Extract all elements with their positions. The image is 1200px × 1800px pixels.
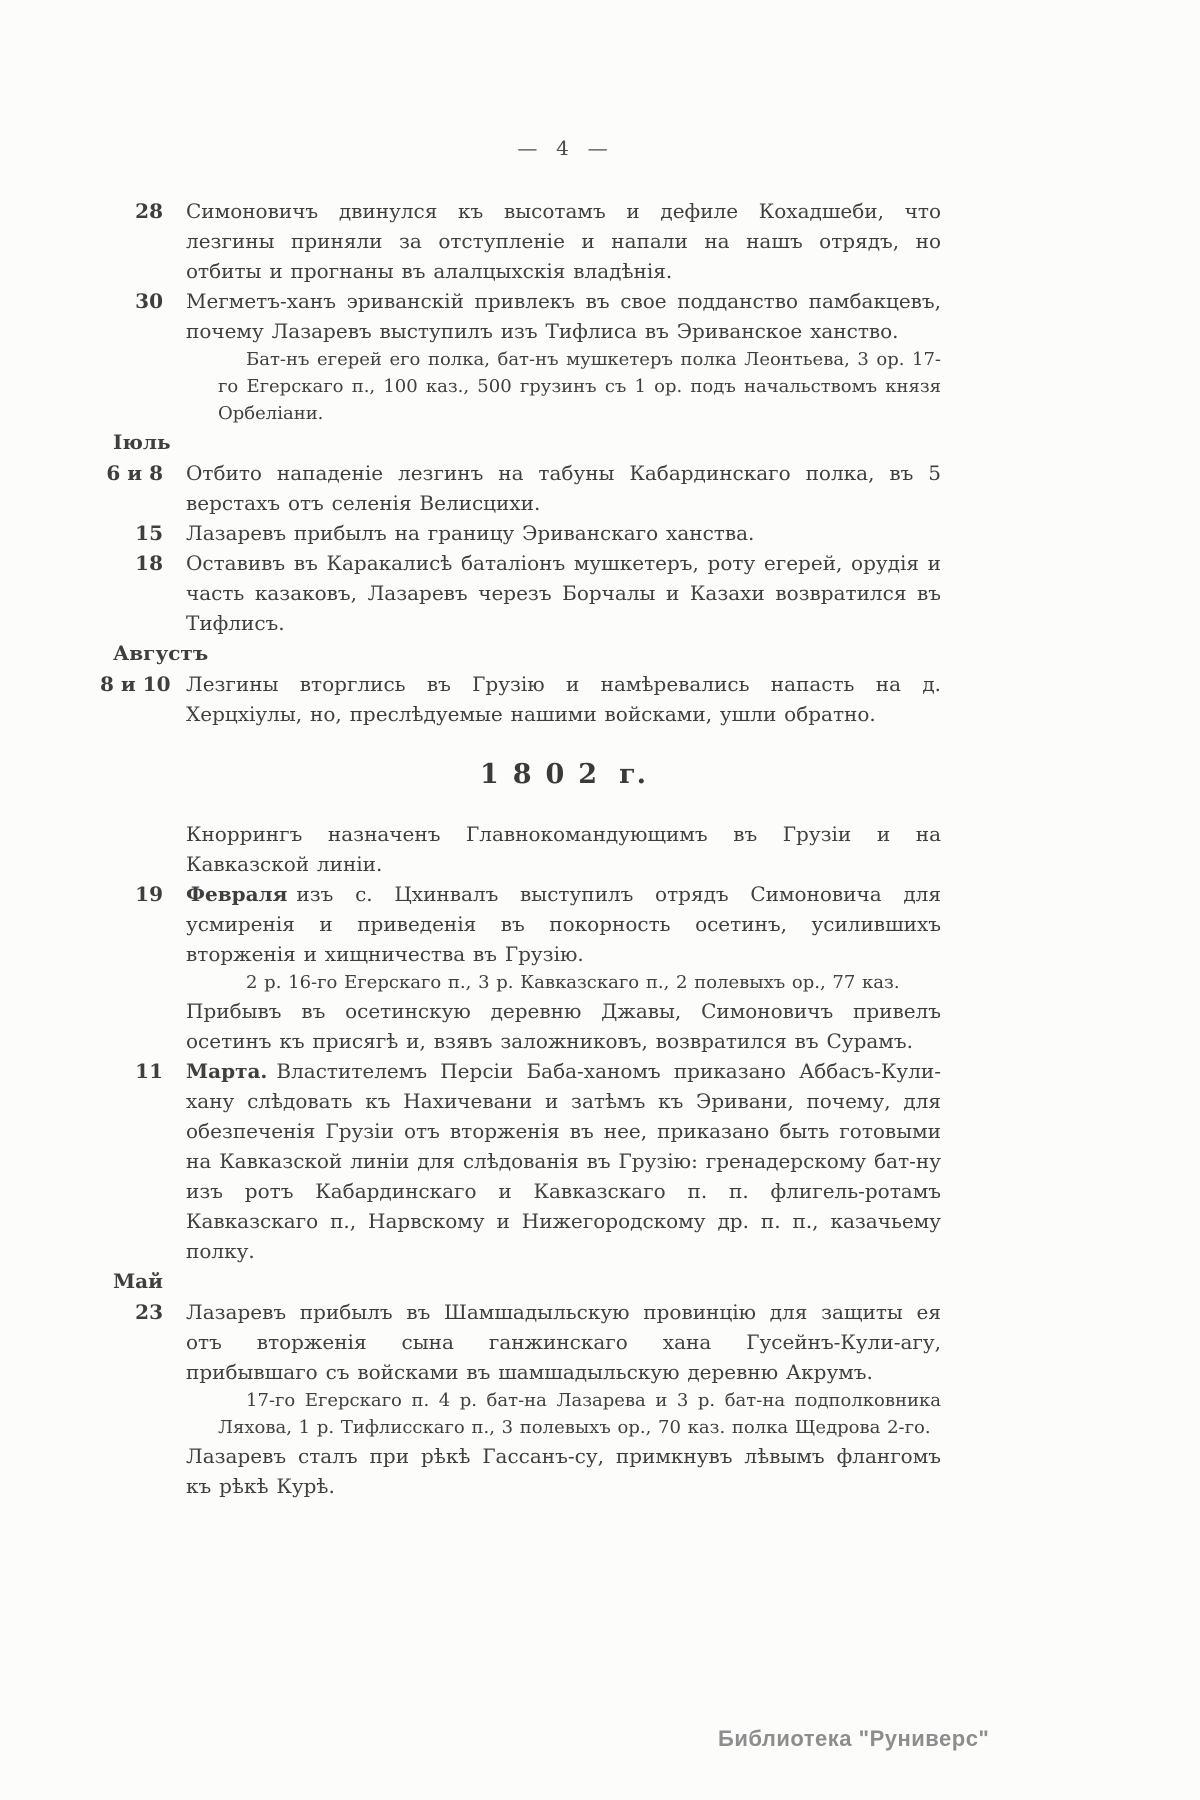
chronicle-entry <box>100 286 941 427</box>
entry-date: 19 <box>135 882 163 906</box>
entry-text: Мегметъ-ханъ эриванскій привлекъ въ свое подданство памбакцевъ, почему Лазаревъ выступилъ изъ Тифлиса въ Эриванское ханство. <box>186 289 941 343</box>
entry-continuation: Лазаревъ сталъ при рѣкѣ Гассанъ-су, примкнувъ лѣвымъ флангомъ къ рѣкѣ Курѣ. <box>186 1444 941 1498</box>
entry-continuation: Прибывъ въ осетинскую деревню Джавы, Симоновичъ привелъ осетинъ къ присягѣ и, взявъ заложниковъ, возвратился въ Сурамъ. <box>186 999 941 1053</box>
entry-text: Отбито нападеніе лезгинъ на табуны Кабардинскаго полка, въ 5 верстахъ отъ селенія Велисцихи. <box>186 461 941 515</box>
entry-body <box>186 669 941 729</box>
chronicle-entry <box>100 819 941 879</box>
entry-body <box>186 1056 941 1266</box>
chronicle-entry <box>100 1297 941 1501</box>
entry-text <box>186 1056 941 1266</box>
entry-body <box>186 819 941 879</box>
chronicle-entry <box>100 548 941 638</box>
entry-date: 18 <box>135 551 163 575</box>
entry-text: Лазаревъ прибылъ на границу Эриванскаго ханства. <box>186 521 755 545</box>
year-suffix: г. <box>619 759 648 790</box>
entry-body <box>186 1297 941 1501</box>
entry-date: 11 <box>135 1059 163 1083</box>
entry-body <box>186 196 941 286</box>
entry-date: 28 <box>135 199 163 223</box>
entry-text: Кноррингъ назначенъ Главнокомандующимъ въ Грузіи и на Кавказской линіи. <box>186 822 941 876</box>
entry-lead: Февраля <box>186 882 288 906</box>
page-number-header: — 4 — <box>517 136 610 160</box>
entry-date: 6 и 8 <box>106 461 163 485</box>
year-digits: 1802 <box>479 759 612 790</box>
entry-text: Лазаревъ прибылъ въ Шамшадыльскую провинцію для защиты ея отъ вторженія сына ганжинскаго хана Гусейнъ-Кули-агу, прибывшаго съ войсками въ шамшадыльскую деревню Акрумъ. <box>186 1300 941 1384</box>
month-heading: Іюль <box>113 430 171 454</box>
entry-lead: Марта. <box>186 1059 268 1083</box>
entry-footnote: Бат-нъ егерей его полка, бат-нъ мушкетеръ полка Леонтьева, 3 ор. 17-го Егерскаго п., 100 каз., 500 грузинъ съ 1 ор. подъ начальствомъ князя Орбеліани. <box>218 349 941 424</box>
entry-date: 15 <box>135 521 163 545</box>
year-heading <box>186 755 941 795</box>
chronicle-entry <box>100 196 941 286</box>
entry-body <box>186 518 941 548</box>
entry-text: Симоновичъ двинулся къ высотамъ и дефиле Кохадшеби, что лезгины приняли за отступленіе и напали на нашъ отрядъ, но отбиты и прогнаны въ алалцыхскія владѣнія. <box>186 199 941 283</box>
entry-footnote: 17-го Егерскаго п. 4 р. бат-на Лазарева и 3 р. бат-на подполковника Ляхова, 1 р. Тифлисскаго п., 3 полевыхъ ор., 70 каз. полка Щедрова 2-го. <box>218 1390 941 1438</box>
chronicle-entry <box>100 1056 941 1266</box>
entry-footnote: 2 р. 16-го Егерскаго п., 3 р. Кавказскаго п., 2 полевыхъ ор., 77 каз. <box>246 972 900 993</box>
chronicle-entry <box>100 458 941 518</box>
chronicle-entry <box>100 518 941 548</box>
entry-body <box>186 548 941 638</box>
entry-date: 30 <box>135 289 163 313</box>
entry-date: 23 <box>135 1300 163 1324</box>
entries <box>100 196 941 1501</box>
month-heading: Май <box>113 1269 163 1293</box>
chronicle-entry <box>100 879 941 1056</box>
library-watermark: Библиотека "Руниверс" <box>718 1726 990 1751</box>
entry-body <box>186 286 941 427</box>
entry-date: 8 и 10 <box>100 672 171 696</box>
chronicle-entry <box>100 669 941 729</box>
entry-text: Оставивъ въ Каракалисѣ баталіонъ мушкетеръ, роту егерей, орудія и часть казаковъ, Лазаревъ черезъ Борчалы и Казахи возвратился въ Тифлисъ. <box>186 551 941 635</box>
entry-text <box>186 879 941 969</box>
entry-text: Лезгины вторглись въ Грузію и намѣревались напасть на д. Херцхіулы, но, преслѣдуемые нашими войсками, ушли обратно. <box>186 672 941 726</box>
entry-body <box>186 458 941 518</box>
entry-text-rest: Властителемъ Персіи Баба-ханомъ приказано Аббасъ-Кули-хану слѣдовать къ Нахичевани и затѣмъ къ Эривани, почему, для обезпеченія Грузіи отъ вторженія въ нее, приказано быть готовыми на Кавказской линіи для слѣдованія въ Грузію: гренадерскому бат-ну изъ ротъ Кабардинскаго и Кавказскаго п. п. флигель-ротамъ Кавказскаго п., Нарвскому и Нижегородскому др. п. п., казачьему полку. <box>186 1059 941 1263</box>
month-heading: Августъ <box>113 641 209 665</box>
entry-body <box>186 879 941 1056</box>
entry-text-rest: изъ с. Цхинвалъ выступилъ отрядъ Симоновича для усмиренія и приведенія въ покорность осетинъ, усилившихъ вторженія и хищничества въ Грузію. <box>186 882 941 966</box>
